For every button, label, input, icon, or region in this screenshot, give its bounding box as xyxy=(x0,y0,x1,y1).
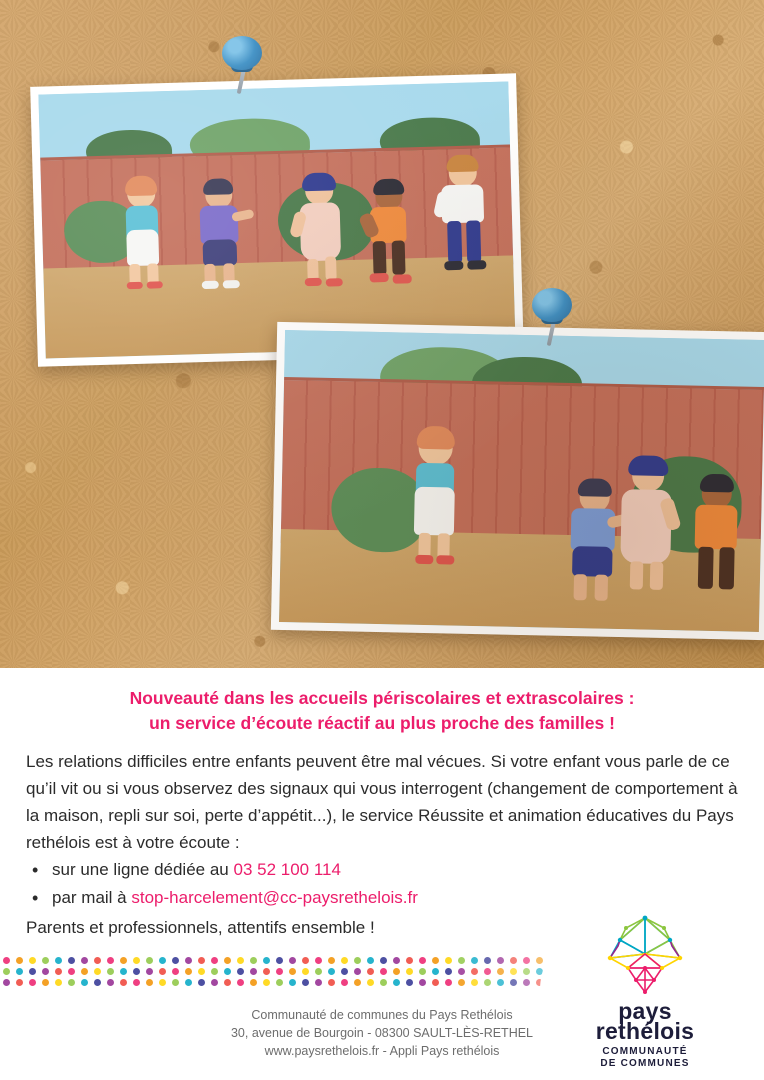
decorative-dot xyxy=(432,979,439,986)
decorative-dot xyxy=(263,979,270,986)
decorative-dot xyxy=(263,957,270,964)
decorative-dot xyxy=(237,968,244,975)
fence xyxy=(40,145,513,277)
decorative-dot xyxy=(523,957,530,964)
decorative-dot xyxy=(432,968,439,975)
decorative-dot xyxy=(133,957,140,964)
ground xyxy=(43,256,515,359)
decorative-dot xyxy=(289,968,296,975)
decorative-dot xyxy=(406,968,413,975)
decorative-dot xyxy=(146,968,153,975)
decorative-dot xyxy=(471,979,478,986)
child-figure xyxy=(611,455,688,613)
decorative-dot xyxy=(198,968,205,975)
footer-line-3: www.paysrethelois.fr - Appli Pays rethélois xyxy=(264,1044,500,1058)
logo-sub-line-1: COMMUNAUTÉ xyxy=(602,1046,688,1057)
decorative-dot xyxy=(445,968,452,975)
decorative-dot xyxy=(237,979,244,986)
decorative-dot xyxy=(133,979,140,986)
decorative-dot xyxy=(120,957,127,964)
decorative-dot xyxy=(42,957,49,964)
list-item-phone xyxy=(26,856,738,884)
pushpin-icon xyxy=(218,36,266,94)
logo-pays-rethelois xyxy=(540,906,750,1074)
decorative-dot xyxy=(497,979,504,986)
decorative-dot xyxy=(406,957,413,964)
bush xyxy=(379,116,480,167)
decorative-dot xyxy=(419,979,426,986)
decorative-dot xyxy=(237,957,244,964)
decorative-dot xyxy=(354,968,361,975)
decorative-dot xyxy=(16,968,23,975)
decorative-dot xyxy=(523,968,530,975)
body-paragraph: Les relations difficiles entre enfants peuvent être mal vécues. Si votre enfant vous parle de ce qu’il vit ou si vous observez des signaux qui vous interrogent (changement de comportement à la maison, repli sur soi, perte d’appétit...), le service Réussite et animation éducatives du Pays rethélois est à votre écoute : xyxy=(26,752,738,852)
decorative-dot xyxy=(484,979,491,986)
child-figure-alone xyxy=(404,431,467,574)
decorative-dot xyxy=(523,979,530,986)
photo-children-running xyxy=(30,73,524,366)
decorative-dot xyxy=(107,968,114,975)
headline-line-2: un service d’écoute réactif au plus proche des familles ! xyxy=(149,713,615,733)
decorative-dot xyxy=(3,957,10,964)
decorative-dot xyxy=(484,968,491,975)
decorative-dot xyxy=(341,979,348,986)
decorative-dot xyxy=(419,968,426,975)
decorative-dot xyxy=(328,968,335,975)
decorative-dot xyxy=(42,979,49,986)
ground xyxy=(279,529,761,632)
decorative-dot xyxy=(510,968,517,975)
decorative-dot xyxy=(354,979,361,986)
decorative-dot xyxy=(354,957,361,964)
decorative-dot xyxy=(315,957,322,964)
decorative-dot xyxy=(185,957,192,964)
sky xyxy=(283,330,764,428)
decorative-dot xyxy=(224,957,231,964)
decorative-dot xyxy=(367,979,374,986)
decorative-dot xyxy=(68,968,75,975)
decorative-dot xyxy=(172,968,179,975)
decorative-dot xyxy=(250,957,257,964)
bush xyxy=(330,467,428,553)
logo-sub-line-2: DE COMMUNES xyxy=(600,1058,690,1069)
footer-line-2: 30, avenue de Bourgoin - 08300 SAULT-LÈS-RETHEL xyxy=(230,1026,534,1040)
decorative-dot xyxy=(471,957,478,964)
decorative-dot xyxy=(29,979,36,986)
decorative-dot xyxy=(380,957,387,964)
decorative-dot xyxy=(497,968,504,975)
decorative-dot xyxy=(146,979,153,986)
decorative-dot xyxy=(107,979,114,986)
decorative-dot xyxy=(68,979,75,986)
illustration-scene-1 xyxy=(38,81,515,358)
decorative-dot xyxy=(341,957,348,964)
decorative-dot xyxy=(198,979,205,986)
bush xyxy=(379,346,510,413)
decorative-dot xyxy=(81,968,88,975)
decorative-dot xyxy=(94,968,101,975)
decorative-dot xyxy=(250,979,257,986)
bush xyxy=(63,200,139,264)
decorative-dot xyxy=(94,957,101,964)
decorative-dot xyxy=(81,979,88,986)
decorative-dot xyxy=(510,957,517,964)
decorative-dot xyxy=(289,957,296,964)
decorative-dot xyxy=(419,957,426,964)
decorative-dot xyxy=(120,968,127,975)
child-figure xyxy=(293,172,354,290)
decorative-dot xyxy=(133,968,140,975)
decorative-dot xyxy=(120,979,127,986)
child-figure xyxy=(117,179,172,290)
decorative-dot xyxy=(432,957,439,964)
email-label: par mail à xyxy=(52,888,132,907)
decorative-dot xyxy=(211,979,218,986)
sky xyxy=(38,81,510,184)
closing-line: Parents et professionnels, attentifs ensemble ! xyxy=(26,918,375,937)
decorative-dot xyxy=(55,968,62,975)
decorative-dot xyxy=(16,957,23,964)
child-figure xyxy=(191,181,254,291)
child-figure xyxy=(434,158,495,282)
decorative-dot xyxy=(146,957,153,964)
decorative-dot xyxy=(445,957,452,964)
bush xyxy=(85,129,172,175)
decorative-dot xyxy=(68,957,75,964)
decorative-dot xyxy=(42,968,49,975)
fence xyxy=(281,377,764,554)
decorative-dot xyxy=(159,957,166,964)
logo-name-line-1: pays xyxy=(618,998,672,1024)
decorative-dot xyxy=(458,968,465,975)
decorative-dot xyxy=(315,979,322,986)
decorative-dot xyxy=(458,957,465,964)
decorative-dot xyxy=(3,979,10,986)
decorative-dot xyxy=(471,968,478,975)
decorative-dot xyxy=(393,979,400,986)
decorative-dot xyxy=(328,979,335,986)
child-figure xyxy=(683,478,752,613)
decorative-dot xyxy=(276,979,283,986)
headline-line-1: Nouveauté dans les accueils périscolaires et extrascolaires : xyxy=(129,688,635,708)
decorative-dot xyxy=(406,979,413,986)
decorative-dot xyxy=(367,957,374,964)
decorative-dot xyxy=(185,968,192,975)
decorative-dot xyxy=(3,968,10,975)
decorative-dot xyxy=(276,957,283,964)
child-figure xyxy=(359,182,426,296)
footer-line-1: Communauté de communes du Pays Rethélois xyxy=(251,1008,513,1022)
decorative-dot xyxy=(172,979,179,986)
decorative-dot xyxy=(380,968,387,975)
decorative-dot xyxy=(29,968,36,975)
logo-name-line-2: rethélois xyxy=(595,1018,695,1044)
email-address[interactable]: stop-harcelement@cc-paysrethelois.fr xyxy=(131,888,418,907)
decorative-dot xyxy=(107,957,114,964)
decorative-dot xyxy=(367,968,374,975)
decorative-dot xyxy=(81,957,88,964)
pushpin-icon xyxy=(528,288,576,346)
decorative-dot xyxy=(302,979,309,986)
decorative-dot xyxy=(224,979,231,986)
photo-child-excluded xyxy=(271,322,764,640)
decorative-dot xyxy=(393,968,400,975)
child-figure xyxy=(561,482,634,611)
decorative-dot xyxy=(380,979,387,986)
decorative-dot xyxy=(224,968,231,975)
decorative-dot xyxy=(55,957,62,964)
decorative-dot xyxy=(29,957,36,964)
decorative-dot xyxy=(328,957,335,964)
bush xyxy=(277,181,375,262)
decorative-dot xyxy=(16,979,23,986)
decorative-dot xyxy=(315,968,322,975)
contact-list xyxy=(26,856,738,912)
decorative-dot xyxy=(497,957,504,964)
bush xyxy=(631,455,743,553)
decorative-dot xyxy=(159,968,166,975)
decorative-dot xyxy=(211,968,218,975)
decorative-dot xyxy=(263,968,270,975)
decorative-dot xyxy=(302,957,309,964)
phone-number[interactable]: 03 52 100 114 xyxy=(233,860,341,879)
decorative-dot xyxy=(159,979,166,986)
decorative-dot xyxy=(289,979,296,986)
decorative-dot xyxy=(484,957,491,964)
decorative-dot xyxy=(510,979,517,986)
decorative-dot xyxy=(250,968,257,975)
decorative-dot xyxy=(94,979,101,986)
decorative-dot xyxy=(185,979,192,986)
decorative-dot xyxy=(445,979,452,986)
decorative-dot xyxy=(341,968,348,975)
decorative-dot xyxy=(276,968,283,975)
headline xyxy=(30,686,734,736)
illustration-scene-2 xyxy=(279,330,764,632)
decorative-dot xyxy=(211,957,218,964)
decorative-dot xyxy=(55,979,62,986)
bush xyxy=(189,117,310,172)
decorative-dot xyxy=(198,957,205,964)
decorative-dot xyxy=(172,957,179,964)
phone-label: sur une ligne dédiée au xyxy=(52,860,234,879)
decorative-dot xyxy=(393,957,400,964)
bush xyxy=(471,356,582,414)
decorative-dot xyxy=(458,979,465,986)
decorative-dot xyxy=(302,968,309,975)
